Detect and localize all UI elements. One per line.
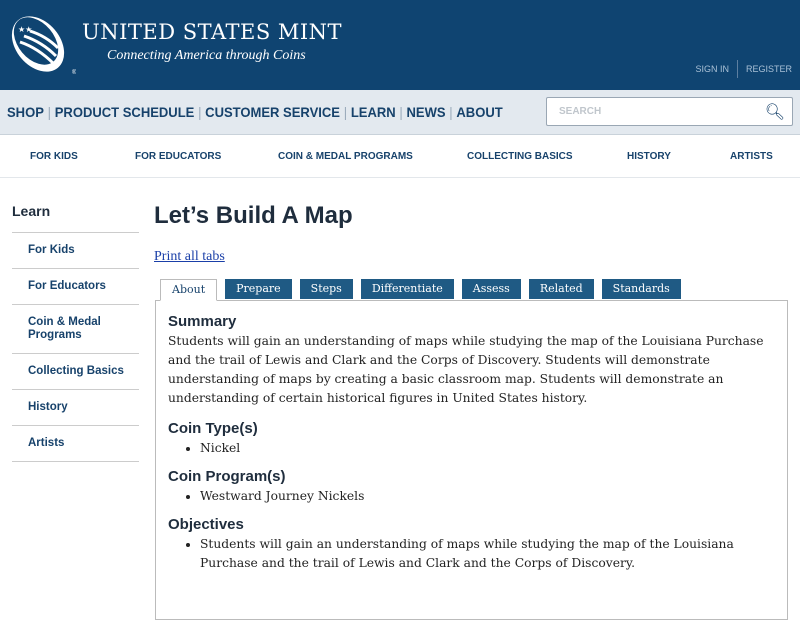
coin-program-heading: Coin Program(s) bbox=[168, 468, 286, 485]
tab-panel-about bbox=[155, 300, 788, 620]
tab-bar bbox=[160, 279, 681, 301]
search-input[interactable] bbox=[559, 106, 759, 117]
divider: | bbox=[449, 104, 453, 120]
nav-shop[interactable]: SHOP bbox=[7, 104, 44, 120]
subnav-artists[interactable]: ARTISTS bbox=[730, 151, 773, 162]
coin-type-item: • Nickel bbox=[200, 439, 775, 458]
tab-about[interactable]: About bbox=[160, 279, 217, 301]
tab-prepare[interactable]: Prepare bbox=[225, 279, 292, 299]
sidebar-item-collecting-basics[interactable]: Collecting Basics bbox=[12, 354, 139, 390]
divider: | bbox=[47, 104, 52, 120]
nav-about[interactable]: ABOUT bbox=[456, 104, 503, 120]
subnav-history[interactable]: HISTORY bbox=[627, 151, 671, 162]
page-title: Let’s Build A Map bbox=[154, 202, 353, 229]
print-all-tabs-link[interactable]: Print all tabs bbox=[154, 249, 225, 264]
sign-in-link[interactable]: SIGN IN bbox=[695, 64, 729, 74]
nav-news[interactable]: NEWS bbox=[406, 104, 446, 120]
tab-standards[interactable]: Standards bbox=[602, 279, 681, 299]
subnav-collecting-basics[interactable]: COLLECTING BASICS bbox=[467, 151, 573, 162]
tab-assess[interactable]: Assess bbox=[462, 279, 521, 299]
main-nav bbox=[0, 90, 800, 135]
subnav-for-kids[interactable]: FOR KIDS bbox=[30, 151, 78, 162]
coin-program-item: • Westward Journey Nickels bbox=[200, 487, 775, 506]
coin-type-heading: Coin Type(s) bbox=[168, 420, 258, 437]
svg-text:★★: ★★ bbox=[18, 25, 33, 34]
mint-logo-icon[interactable] bbox=[6, 12, 76, 76]
tab-steps[interactable]: Steps bbox=[300, 279, 353, 299]
nav-product-schedule[interactable]: PRODUCT SCHEDULE bbox=[54, 104, 195, 120]
nav-customer-service[interactable]: CUSTOMER SERVICE bbox=[205, 104, 340, 120]
tagline: Connecting America through Coins bbox=[107, 48, 306, 63]
tab-related[interactable]: Related bbox=[529, 279, 594, 299]
divider: | bbox=[343, 104, 348, 120]
divider bbox=[737, 60, 738, 78]
subnav-for-educators[interactable]: FOR EDUCATORS bbox=[135, 151, 222, 162]
sidebar-item-for-educators[interactable]: For Educators bbox=[12, 269, 139, 305]
sub-nav bbox=[0, 136, 800, 178]
divider: | bbox=[198, 104, 202, 120]
search-icon[interactable]: 🔍︎ bbox=[764, 104, 785, 121]
nav-learn[interactable]: LEARN bbox=[350, 104, 396, 120]
sidebar-title: Learn bbox=[12, 203, 139, 233]
sidebar-item-history[interactable]: History bbox=[12, 390, 139, 426]
sidebar-item-artists[interactable]: Artists bbox=[12, 426, 139, 462]
objectives-heading: Objectives bbox=[168, 516, 244, 533]
sidebar-item-for-kids[interactable]: For Kids bbox=[12, 233, 139, 269]
register-link[interactable]: REGISTER bbox=[745, 64, 792, 74]
objective-item: • Students will gain an understanding of maps while studying the map of the Louisiana Purchase and the trail of Lewis and Clark and the Corps of Discovery. bbox=[200, 535, 775, 573]
site-header bbox=[0, 0, 800, 90]
summary-text: Students will gain an understanding of maps while studying the map of the Louisiana Purchase and the trail of Lewis and Clark and the Corps of Discovery. Students will demonstrate understanding of maps by creating a basic classroom map. Students will demonstrate an understanding of certain historical figures in United States history. bbox=[168, 334, 764, 405]
search-box bbox=[546, 97, 793, 126]
summary-heading: Summary bbox=[168, 313, 237, 330]
svg-text:®: ® bbox=[72, 70, 76, 76]
sidebar bbox=[12, 203, 139, 462]
sidebar-item-coin-medal-programs[interactable]: Coin & Medal Programs bbox=[12, 305, 139, 354]
divider: | bbox=[399, 104, 403, 120]
subnav-coin-medal-programs[interactable]: COIN & MEDAL PROGRAMS bbox=[278, 151, 413, 162]
tab-differentiate[interactable]: Differentiate bbox=[361, 279, 454, 299]
brand-name[interactable]: UNITED STATES MINT bbox=[82, 20, 343, 44]
